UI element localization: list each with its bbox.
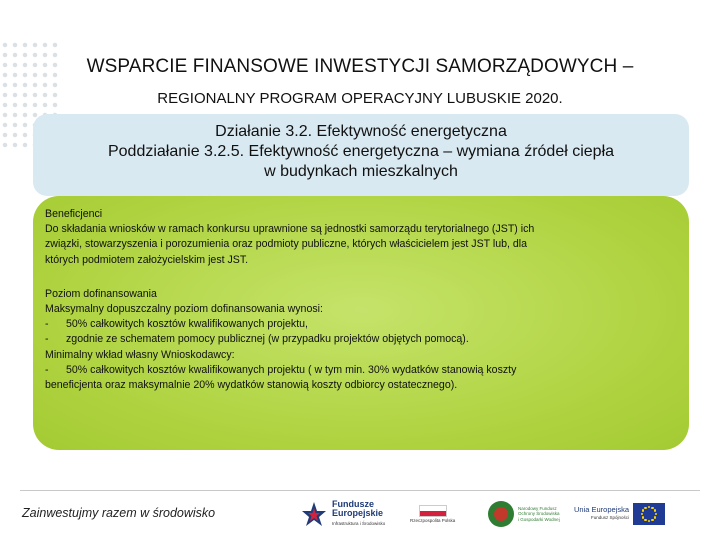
pl-label: Rzeczpospolita Polska xyxy=(410,518,456,523)
action-line-3: w budynkach mieszkalnych xyxy=(264,163,458,180)
fe-star-icon xyxy=(300,500,328,528)
eu-star-icon xyxy=(655,513,658,516)
fe-text-line: Fundusze xyxy=(332,499,374,509)
slide-subtitle: REGIONALNY PROGRAM OPERACYJNY LUBUSKIE 2020. xyxy=(157,90,563,107)
list-item xyxy=(45,317,677,332)
action-line-2: Poddziałanie 3.2.5. Efektywność energetyczna – wymiana źródeł ciepła xyxy=(107,143,615,160)
funding-heading: Poziom dofinansowania xyxy=(45,287,157,300)
footer-divider xyxy=(20,490,700,491)
eu-star-icon xyxy=(648,520,651,523)
bullet-dash: - xyxy=(45,363,49,376)
ue-text-line: Unia Europejska xyxy=(574,505,630,514)
content-box xyxy=(33,196,689,450)
min-contribution-label: Minimalny wkład własny Wnioskodawcy: xyxy=(45,348,235,361)
beneficiaries-heading: Beneficjenci xyxy=(45,208,103,220)
nfosigw-emblem-icon xyxy=(488,501,514,527)
action-box xyxy=(33,114,689,196)
rzeczpospolita-polska-logo xyxy=(410,498,455,530)
eu-star-icon xyxy=(642,516,645,519)
fe-text-small: Infrastruktura i Środowisko xyxy=(332,521,386,526)
list-item-text: zgodnie ze schematem pomocy publicznej (w przypadku projektów objętych pomocą). xyxy=(66,333,469,346)
list-item-continuation: beneficjenta oraz maksymalnie 20% wydatków stanowią koszty odbiorcy ostatecznego). xyxy=(45,379,458,392)
eu-star-icon xyxy=(641,513,644,516)
beneficiaries-text-line: których podmiotem założycielskim jest JST. xyxy=(45,253,249,266)
fe-text-line: Europejskie xyxy=(332,508,384,518)
fundusze-europejskie-logo xyxy=(300,498,385,530)
eu-flag-icon xyxy=(633,503,665,525)
list-item xyxy=(45,332,677,347)
nfosigw-logo xyxy=(488,498,560,530)
max-level-label: Maksymalny dopuszczalny poziom dofinansowania wynosi: xyxy=(45,303,323,316)
slide-header xyxy=(40,56,680,107)
eu-star-icon xyxy=(654,509,657,512)
eu-star-icon xyxy=(642,509,645,512)
beneficiaries-text-line: związki, stowarzyszenia i porozumienia oraz podmioty publiczne, których właścicielem jest JST lub, dla xyxy=(45,238,528,251)
list-item-text: 50% całkowitych kosztów kwalifikowanych projektu, xyxy=(66,318,308,331)
unia-europejska-logo xyxy=(574,498,665,530)
wf-text-line: i Gospodarki Wodnej xyxy=(518,516,560,522)
footer-slogan: Zainwestujmy razem w środowisko xyxy=(22,506,216,520)
list-item xyxy=(45,363,677,378)
bullet-dash: - xyxy=(45,318,49,331)
wf-text-line: Narodowy Fundusz xyxy=(518,505,557,511)
list-item-text: 50% całkowitych kosztów kwalifikowanych projektu ( w tym min. 30% wydatków stanowią koszty xyxy=(66,363,517,376)
eu-star-icon xyxy=(654,516,657,519)
bullet-dash: - xyxy=(45,333,49,346)
action-line-1: Działanie 3.2. Efektywność energetyczna xyxy=(215,123,507,140)
spacer xyxy=(45,268,677,287)
eu-star-icon xyxy=(648,506,651,509)
ue-text-small: Fundusz Spójności xyxy=(591,515,630,520)
beneficiaries-text-line: Do składania wniosków w ramach konkursu uprawnione są jednostki samorządu terytorialnego (JST) ich xyxy=(45,223,535,236)
eu-star-icon xyxy=(644,507,647,510)
slide-title: WSPARCIE FINANSOWE INWESTYCJI SAMORZĄDOWYCH – xyxy=(86,56,634,77)
polish-flag-icon xyxy=(419,505,447,517)
eu-star-icon xyxy=(651,519,654,522)
wf-text-line: Ochrony Środowiska xyxy=(518,511,560,517)
eu-star-icon xyxy=(644,519,647,522)
